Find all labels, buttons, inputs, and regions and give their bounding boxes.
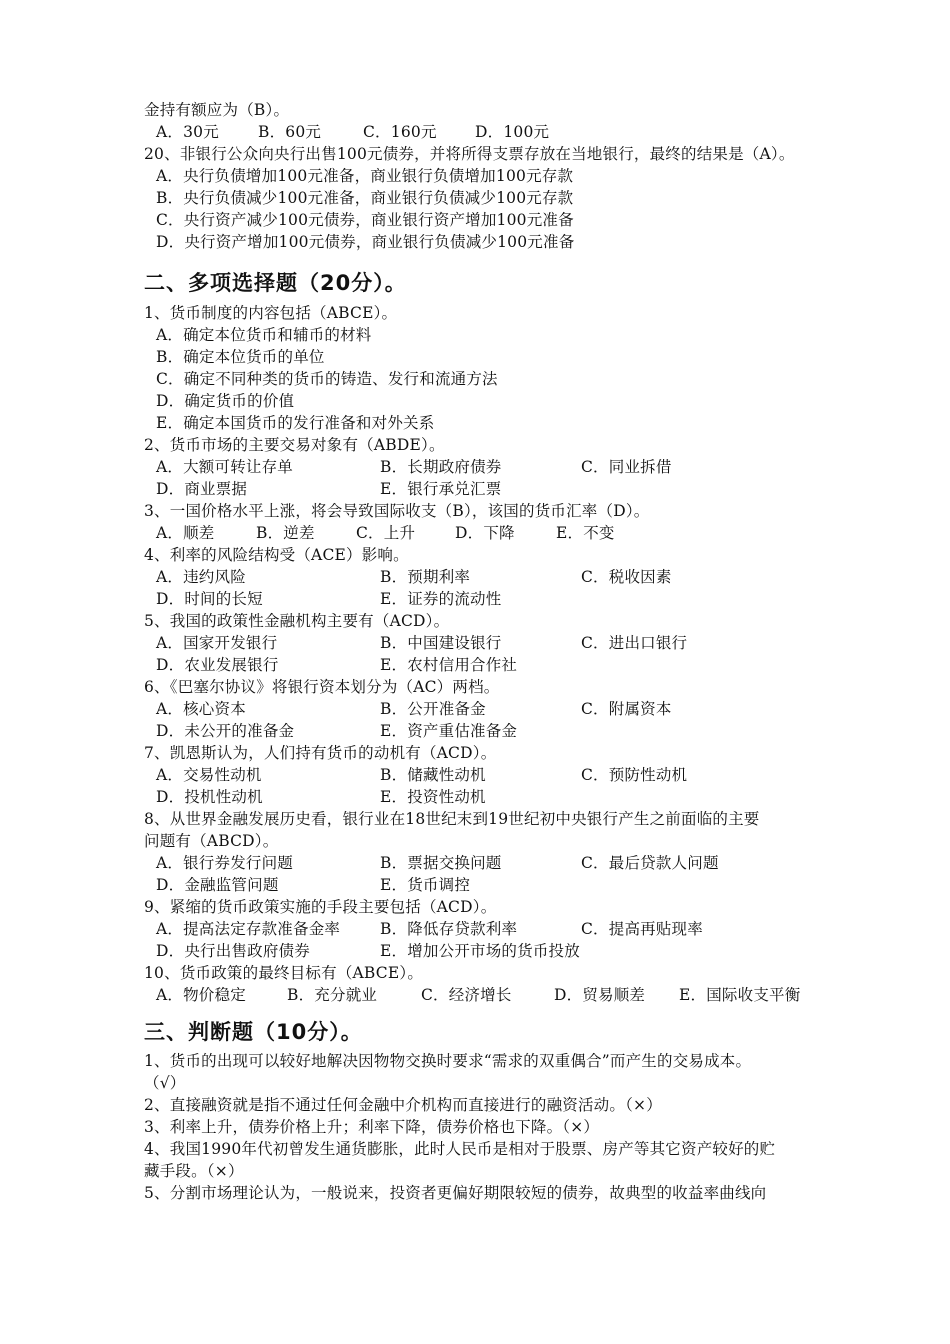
- mc-q9-option-a: A．提高法定存款准备金率: [156, 920, 341, 938]
- tf-q4-line1: 4、我国1990年代初曾发生通货膨胀，此时人民币是相对于股票、房产等其它资产较好的贮: [144, 1140, 776, 1158]
- q20-option-d: D．央行资产增加100元债券，商业银行负债减少100元准备: [156, 233, 575, 251]
- q19-option-d: D．100元: [475, 123, 550, 141]
- tf-q3: 3、利率上升，债券价格上升；利率下降，债券价格也下降。（×）: [144, 1118, 600, 1136]
- mc-q7-option-c: C．预防性动机: [581, 766, 688, 784]
- mc-q8-text-line1: 8、从世界金融发展历史看，银行业在18世纪末到19世纪初中央银行产生之前面临的主要: [144, 810, 760, 828]
- mc-q9-option-c: C．提高再贴现率: [581, 920, 703, 938]
- mc-q3-text: 3、一国价格水平上涨，将会导致国际收支（B），该国的货币汇率（D）。: [144, 502, 650, 520]
- mc-q5-option-b: B．中国建设银行: [380, 634, 502, 652]
- q19-option-c: C．160元: [363, 123, 437, 141]
- mc-q8-option-c: C．最后贷款人问题: [581, 854, 719, 872]
- mc-q4-option-b: B．预期利率: [380, 568, 471, 586]
- mc-q5-option-e: E．农村信用合作社: [380, 656, 518, 674]
- mc-q2-option-b: B．长期政府债券: [380, 458, 502, 476]
- mc-q6-text: 6、《巴塞尔协议》将银行资本划分为（AC）两档。: [144, 678, 500, 696]
- mc-q5-option-d: D．农业发展银行: [156, 656, 279, 674]
- mc-q1-text: 1、货币制度的内容包括（ABCE）。: [144, 304, 398, 322]
- mc-q10-option-a: A．物价稳定: [156, 986, 246, 1004]
- mc-q6-option-b: B．公开准备金: [380, 700, 486, 718]
- mc-q2-text: 2、货币市场的主要交易对象有（ABDE）。: [144, 436, 445, 454]
- q19-option-b: B．60元: [258, 123, 322, 141]
- mc-q5-option-a: A．国家开发银行: [156, 634, 278, 652]
- mc-q6-option-e: E．资产重估准备金: [380, 722, 518, 740]
- section2-heading: 二、多项选择题（20分）。: [144, 271, 407, 295]
- tf-q1-line1: 1、货币的出现可以较好地解决因物物交换时要求“需求的双重偶合”而产生的交易成本。: [144, 1052, 752, 1070]
- section3-heading: 三、判断题（10分）。: [144, 1020, 363, 1044]
- mc-q5-option-c: C．进出口银行: [581, 634, 688, 652]
- mc-q7-option-b: B．储藏性动机: [380, 766, 486, 784]
- q19-tail: 金持有额应为（B）。: [144, 101, 290, 119]
- mc-q4-option-c: C．税收因素: [581, 568, 672, 586]
- mc-q9-option-b: B．降低存贷款利率: [380, 920, 518, 938]
- mc-q1-option-a: A．确定本位货币和辅币的材料: [156, 326, 372, 344]
- mc-q7-option-e: E．投资性动机: [380, 788, 486, 806]
- mc-q1-option-c: C．确定不同种类的货币的铸造、发行和流通方法: [156, 370, 498, 388]
- mc-q1-option-d: D．确定货币的价值: [156, 392, 295, 410]
- mc-q10-text: 10、货币政策的最终目标有（ABCE）。: [144, 964, 424, 982]
- mc-q1-option-b: B．确定本位货币的单位: [156, 348, 325, 366]
- mc-q3-option-d: D．下降: [455, 524, 515, 542]
- mc-q6-option-d: D．未公开的准备金: [156, 722, 295, 740]
- tf-q2: 2、直接融资就是指不通过任何金融中介机构而直接进行的融资活动。（×）: [144, 1096, 662, 1114]
- mc-q6-option-c: C．附属资本: [581, 700, 672, 718]
- q20-option-b: B．央行负债减少100元准备，商业银行负债减少100元存款: [156, 189, 574, 207]
- mc-q10-option-b: B．充分就业: [287, 986, 378, 1004]
- mc-q3-option-a: A．顺差: [156, 524, 215, 542]
- mc-q6-option-a: A．核心资本: [156, 700, 246, 718]
- mc-q4-option-a: A．违约风险: [156, 568, 246, 586]
- mc-q4-option-e: E．证券的流动性: [380, 590, 502, 608]
- tf-q1-line2: （√）: [144, 1074, 186, 1092]
- mc-q2-option-d: D．商业票据: [156, 480, 248, 498]
- mc-q8-option-e: E．货币调控: [380, 876, 471, 894]
- q19-option-a: A．30元: [156, 123, 219, 141]
- mc-q10-option-c: C．经济增长: [421, 986, 512, 1004]
- mc-q7-option-d: D．投机性动机: [156, 788, 263, 806]
- tf-q5-line1: 5、分割市场理论认为，一般说来，投资者更偏好期限较短的债券，故典型的收益率曲线向: [144, 1184, 767, 1202]
- mc-q3-option-c: C．上升: [356, 524, 416, 542]
- tf-q4-line2: 藏手段。（×）: [144, 1162, 244, 1180]
- mc-q10-option-d: D．贸易顺差: [554, 986, 646, 1004]
- mc-q8-text-line2: 问题有（ABCD）。: [144, 832, 279, 850]
- mc-q2-option-a: A．大额可转让存单: [156, 458, 293, 476]
- mc-q2-option-e: E．银行承兑汇票: [380, 480, 502, 498]
- mc-q7-option-a: A．交易性动机: [156, 766, 262, 784]
- mc-q3-option-b: B．逆差: [256, 524, 315, 542]
- q20-option-a: A．央行负债增加100元准备，商业银行负债增加100元存款: [156, 167, 574, 185]
- mc-q9-option-d: D．央行出售政府债券: [156, 942, 310, 960]
- mc-q3-option-e: E．不变: [556, 524, 615, 542]
- mc-q1-option-e: E．确定本国货币的发行准备和对外关系: [156, 414, 435, 432]
- mc-q9-text: 9、紧缩的货币政策实施的手段主要包括（ACD）。: [144, 898, 497, 916]
- mc-q8-option-b: B．票据交换问题: [380, 854, 502, 872]
- mc-q9-option-e: E．增加公开市场的货币投放: [380, 942, 580, 960]
- q20-option-c: C．央行资产减少100元债券，商业银行资产增加100元准备: [156, 211, 574, 229]
- mc-q8-option-d: D．金融监管问题: [156, 876, 279, 894]
- mc-q4-text: 4、利率的风险结构受（ACE）影响。: [144, 546, 409, 564]
- q20-text: 20、非银行公众向央行出售100元债券，并将所得支票存放在当地银行，最终的结果是（A）。: [144, 145, 795, 163]
- mc-q5-text: 5、我国的政策性金融机构主要有（ACD）。: [144, 612, 450, 630]
- mc-q2-option-c: C．同业拆借: [581, 458, 672, 476]
- mc-q8-option-a: A．银行券发行问题: [156, 854, 293, 872]
- mc-q4-option-d: D．时间的长短: [156, 590, 263, 608]
- mc-q10-option-e: E．国际收支平衡: [679, 986, 801, 1004]
- mc-q7-text: 7、凯恩斯认为，人们持有货币的动机有（ACD）。: [144, 744, 497, 762]
